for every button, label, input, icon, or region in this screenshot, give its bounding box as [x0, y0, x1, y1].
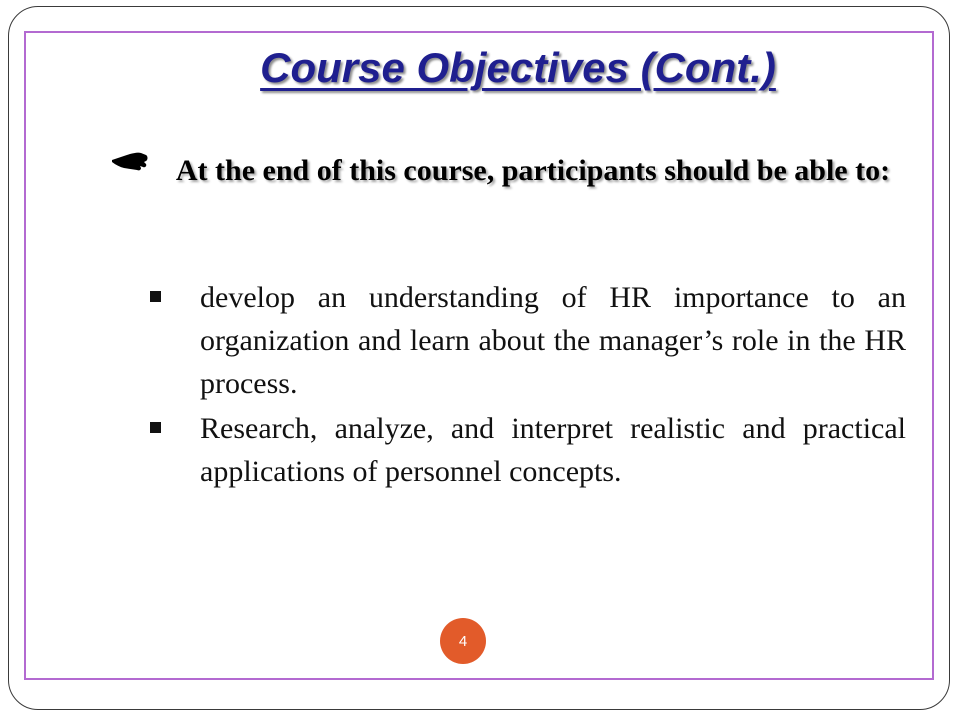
- intro-block: [110, 152, 900, 190]
- list-item: [146, 276, 906, 405]
- pointing-hand-icon: [110, 148, 150, 174]
- list-item-text: Research, analyze, and interpret realistic and practical applications of personnel concepts.: [200, 412, 906, 488]
- objectives-list: [146, 276, 906, 495]
- list-item: [146, 407, 906, 493]
- intro-text: At the end of this course, participants should be able to:: [175, 154, 891, 187]
- square-bullet-icon: [150, 291, 161, 302]
- list-item-text: develop an understanding of HR importance to an organization and learn about the manager’s role in the HR process.: [200, 281, 906, 400]
- page-number-badge: 4: [440, 618, 486, 664]
- square-bullet-icon: [150, 422, 161, 433]
- slide-title: Course Objectives (Cont.): [260, 44, 776, 91]
